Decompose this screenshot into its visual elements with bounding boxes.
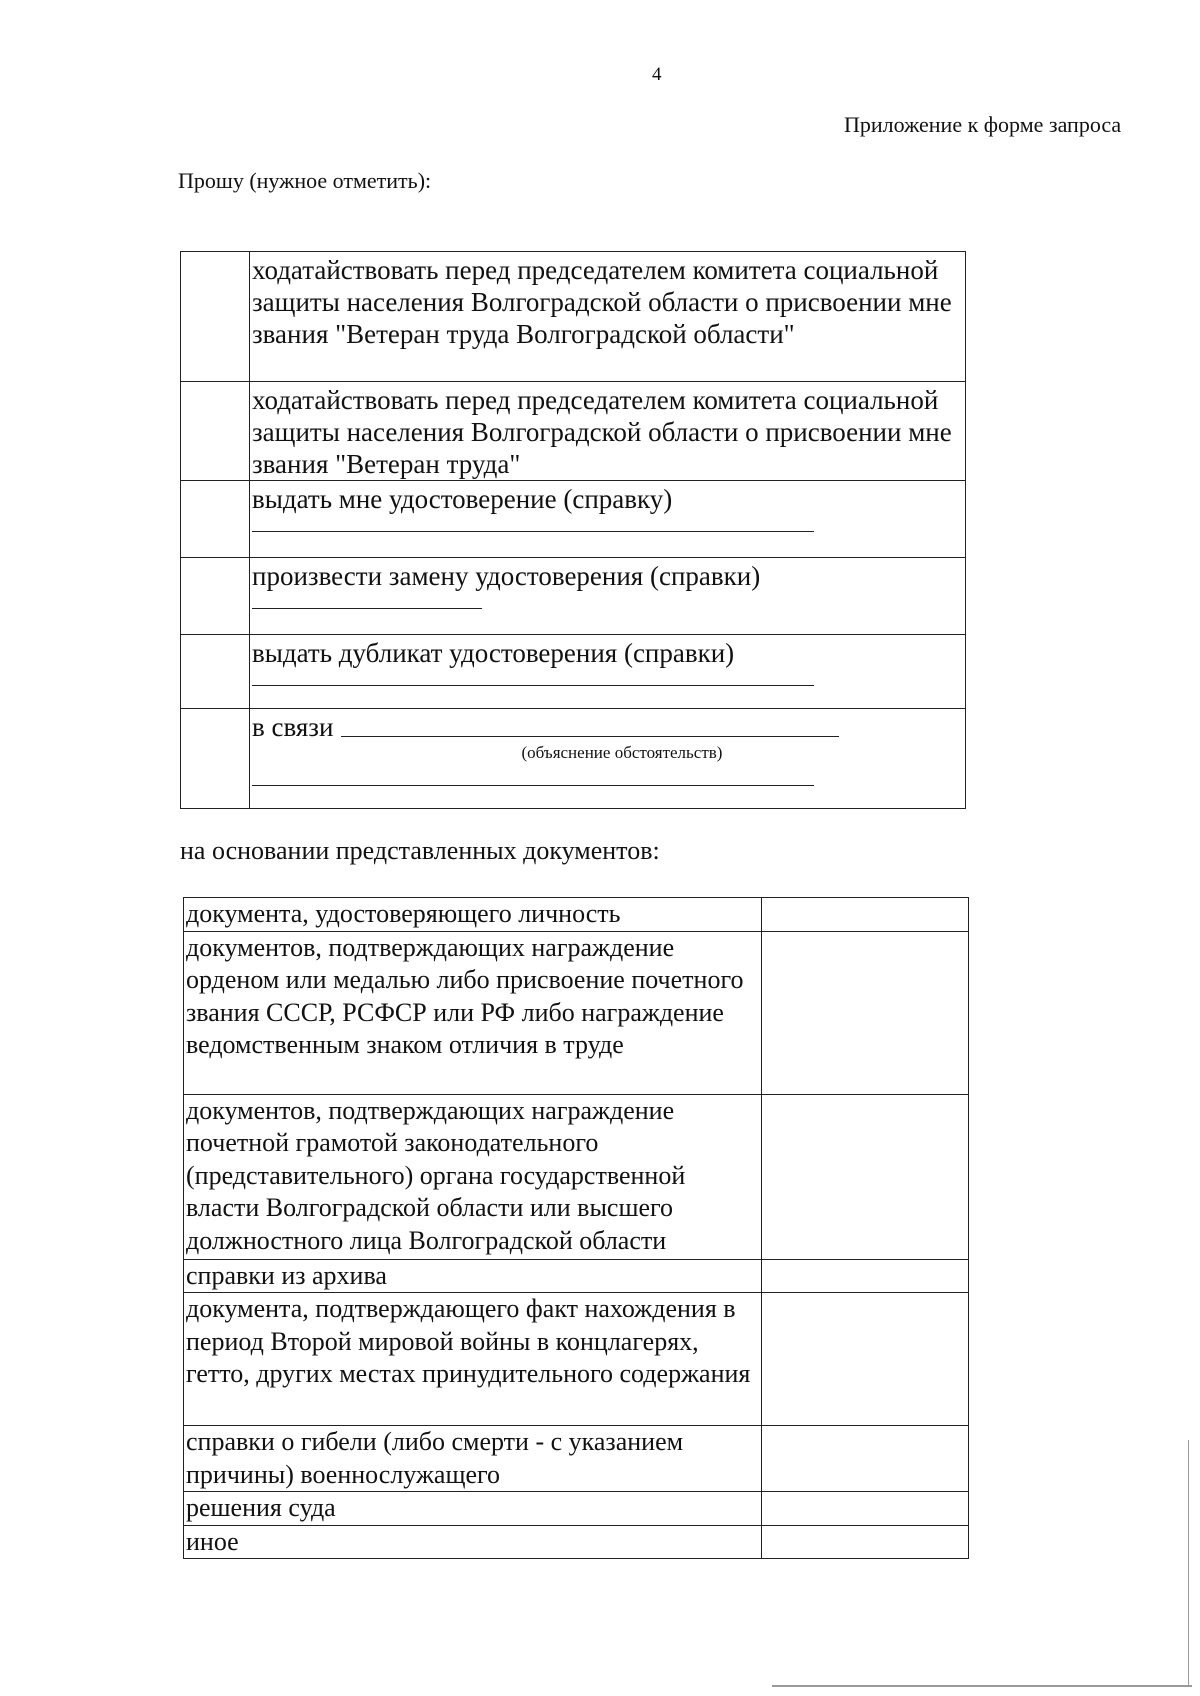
request-option-row [181,709,966,809]
document-mark-cell[interactable] [762,1525,969,1559]
document-row [184,1293,969,1426]
document-name: документов, подтверждающих награждение почетной грамотой законодательного (представительного) органа государственной власти Волгоградской области или высшего должностного лица Волгоградской области [184,1094,762,1259]
scan-artifact-line [1188,1440,1189,1685]
request-checkbox[interactable] [181,635,250,709]
detail-blank-line[interactable] [252,685,814,686]
annex-title: Приложение к форме запроса [844,112,1122,137]
document-mark-cell[interactable] [762,931,969,1094]
document-name: иное [184,1525,762,1559]
document-mark-cell[interactable] [762,1492,969,1526]
request-checkbox[interactable] [181,558,250,635]
document-name: документа, подтверждающего факт нахождения в период Второй мировой войны в концлагерях, гетто, других местах принудительного содержания [184,1293,762,1426]
detail-blank-line[interactable] [252,608,482,609]
document-name: документов, подтверждающих награждение орденом или медалью либо присвоение почетного звания СССР, РСФСР или РФ либо награждение ведомственным знаком отличия в труде [184,931,762,1094]
document-mark-cell[interactable] [762,1259,969,1293]
request-option-row [181,635,966,709]
requests-table [180,251,966,809]
document-row [184,898,969,932]
detail-blank-line[interactable] [252,531,814,532]
document-row [184,1525,969,1559]
document-row [184,1259,969,1293]
request-option-row [181,558,966,635]
request-checkbox[interactable] [181,709,250,809]
document-mark-cell[interactable] [762,1293,969,1426]
document-mark-cell[interactable] [762,898,969,932]
document-name: решения суда [184,1492,762,1526]
request-intro: Прошу (нужное отметить): [178,168,432,193]
documents-intro: на основании представленных документов: [180,836,660,865]
request-option-row [181,252,966,382]
document-row [184,931,969,1094]
documents-table [183,897,969,1559]
request-option-label: выдать мне удостоверение (справку) [252,484,673,514]
document-mark-cell[interactable] [762,1094,969,1259]
request-option-label: произвести замену удостоверения (справки) [252,561,761,591]
document-row [184,1492,969,1526]
scan-artifact-line [772,1685,1192,1687]
request-checkbox[interactable] [181,481,250,558]
document-name: справки из архива [184,1259,762,1293]
page-number: 4 [652,64,662,85]
request-option-label: ходатайствовать перед председателем комитета социальной защиты населения Волгоградской области о присвоении мне звания "Ветеран труда" [250,382,966,481]
request-checkbox[interactable] [181,382,250,481]
reason-blank-line[interactable] [252,785,814,786]
reason-blank-line[interactable] [341,736,839,737]
request-checkbox[interactable] [181,252,250,382]
document-row [184,1094,969,1259]
document-name: справки о гибели (либо смерти - с указанием причины) военнослужащего [184,1426,762,1492]
request-option-row [181,382,966,481]
reason-caption: (объяснение обстоятельств) [521,743,723,762]
request-option-row [181,481,966,558]
document-name: документа, удостоверяющего личность [184,898,762,932]
document-mark-cell[interactable] [762,1426,969,1492]
document-row [184,1426,969,1492]
request-option-label: в связи [252,712,334,742]
request-option-label: ходатайствовать перед председателем комитета социальной защиты населения Волгоградской области о присвоении мне звания "Ветеран труда Волгоградской области" [250,252,966,382]
request-option-label: выдать дубликат удостоверения (справки) [252,638,735,668]
